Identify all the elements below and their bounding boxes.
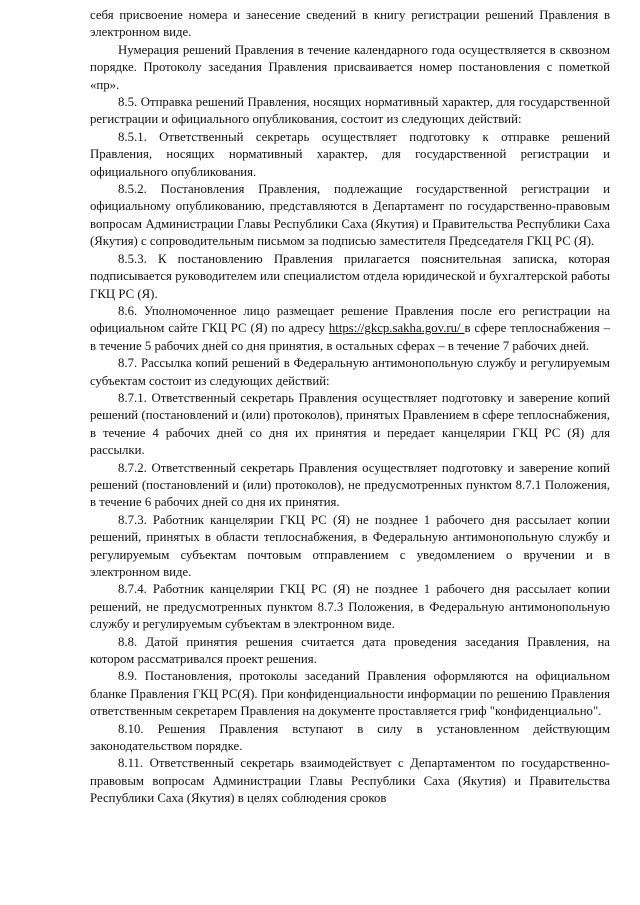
paragraph-4: 8.5.1. Ответственный секретарь осуществляет подготовку к отправке решений Правления, носящих нормативный характер, для государственной регистрации и официального опубликования. [90, 129, 610, 179]
paragraph-2: Нумерация решений Правления в течение календарного года осуществляется в сквозном порядке. Протоколу заседания Правления присваивается номер постановления с пометкой «пр». [90, 42, 610, 92]
paragraph-5: 8.5.2. Постановления Правления, подлежащие государственной регистрации и официальному опубликованию, представляются в Департамент по государственно-правовым вопросам Администрации Главы Республики Саха (Якутия) и Правительства Республики Саха (Якутия) с сопроводительным письмом за подписью заместителя Председателя ГКЦ РС (Я). [90, 182, 610, 249]
paragraph-9: 8.7.1. Ответственный секретарь Правления осуществляет подготовку и заверение копий решений (постановлений и (или) протоколов), принятых Правлением в сфере теплоснабжения, в течение 4 рабочих дней со дня их принятия и передает канцелярии ГКЦ РС (Я) для рассылки. [90, 390, 610, 458]
paragraph-13: 8.8. Датой принятия решения считается дата проведения заседания Правления, на котором рассматривался проект решения. [90, 634, 610, 667]
paragraph-1: себя присвоение номера и занесение сведений в книгу регистрации решений Правления в электронном виде. [90, 8, 610, 40]
paragraph-8: 8.7. Рассылка копий решений в Федеральную антимонопольную службу и регулируемым субъектам состоит из следующих действий: [90, 356, 610, 388]
paragraph-7-after: в сфере теплоснабжения – в течение 5 рабочих дней со дня принятия, в остальных сферах – в течение 7 рабочих дней. [90, 321, 610, 353]
paragraph-15: 8.10. Решения Правления вступают в силу в установленном действующим законодательством порядке. [90, 721, 610, 754]
paragraph-12: 8.7.4. Работник канцелярии ГКЦ РС (Я) не позднее 1 рабочего дня рассылает копии решений, не предусмотренных пунктом 8.7.3 Положения, в Федеральную антимонопольную службу и регулируемым субъектам в электронном виде. [90, 582, 610, 632]
paragraph-6: 8.5.3. К постановлению Правления прилагается пояснительная записка, которая подписывается руководителем или специалистом отдела юридической и бухгалтерской работы ГКЦ РС (Я). [90, 251, 610, 301]
paragraph-7 [90, 303, 610, 355]
site-link[interactable]: https://gkcp.sakha.gov.ru/ [328, 321, 465, 336]
paragraph-14: 8.9. Постановления, протоколы заседаний Правления оформляются на официальном бланке Правления ГКЦ РС(Я). При конфиденциальности информации по решению Правления ответственным секретарем Правления на документе проставляется гриф "конфиденциально". [90, 669, 610, 719]
paragraph-16: 8.11. Ответственный секретарь взаимодействует с Департаментом по государственно-правовым вопросам Администрации Главы Республики Саха (Якутия) и Правительства Республики Саха (Якутия) в целях соблюдения сроков [90, 756, 610, 806]
paragraph-11: 8.7.3. Работник канцелярии ГКЦ РС (Я) не позднее 1 рабочего дня рассылает копии решений, принятых в области теплоснабжения, в Федеральную антимонопольную службу и регулируемым субъектам почтовым отправлением с уведомлением о вручении и в электронном виде. [90, 512, 610, 579]
paragraph-7-before: 8.6. Уполномоченное лицо размещает решение Правления после его регистрации на официальном сайте ГКЦ РС (Я) по адресу [90, 303, 610, 336]
paragraph-3: 8.5. Отправка решений Правления, носящих нормативный характер, для государственной регистрации и официального опубликования, состоит из следующих действий: [90, 95, 610, 127]
paragraph-10: 8.7.2. Ответственный секретарь Правления осуществляет подготовку и заверение копий решений (постановлений и (или) протоколов), не предусмотренных пунктом 8.7.1 Положения, в течение 6 рабочих дней со дня их принятия. [90, 460, 610, 510]
